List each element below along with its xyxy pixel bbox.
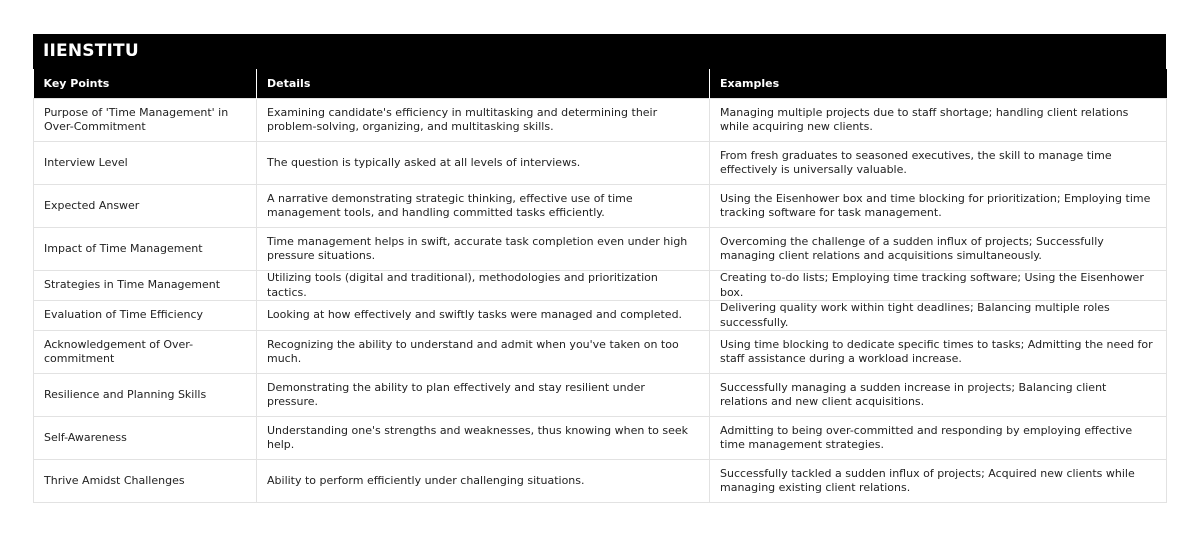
table-row: [34, 417, 1167, 460]
table-row: [34, 142, 1167, 185]
cell-examples: Delivering quality work within tight deadlines; Balancing multiple roles successfully.: [710, 301, 1167, 331]
cell-examples: Admitting to being over-committed and responding by employing effective time management strategies.: [710, 417, 1167, 460]
cell-details: Time management helps in swift, accurate task completion even under high pressure situations.: [257, 228, 710, 271]
cell-details: The question is typically asked at all levels of interviews.: [257, 142, 710, 185]
cell-details: Demonstrating the ability to plan effectively and stay resilient under pressure.: [257, 374, 710, 417]
cell-examples: Using the Eisenhower box and time blocking for prioritization; Employing time tracking software for task management.: [710, 185, 1167, 228]
cell-details: Ability to perform efficiently under challenging situations.: [257, 460, 710, 503]
cell-examples: Overcoming the challenge of a sudden influx of projects; Successfully managing client relations and acquisitions simultaneously.: [710, 228, 1167, 271]
table-header-row: [34, 69, 1167, 99]
cell-details: A narrative demonstrating strategic thinking, effective use of time management tools, and handling committed tasks efficiently.: [257, 185, 710, 228]
cell-examples: Using time blocking to dedicate specific times to tasks; Admitting the need for staff assistance during a workload increase.: [710, 331, 1167, 374]
cell-examples: Managing multiple projects due to staff shortage; handling client relations while acquiring new clients.: [710, 99, 1167, 142]
cell-examples: Creating to-do lists; Employing time tracking software; Using the Eisenhower box.: [710, 271, 1167, 301]
cell-details: Understanding one's strengths and weaknesses, thus knowing when to seek help.: [257, 417, 710, 460]
cell-key-point: Acknowledgement of Over-commitment: [34, 331, 257, 374]
key-points-table: [33, 69, 1167, 503]
cell-key-point: Strategies in Time Management: [34, 271, 257, 301]
cell-key-point: Self-Awareness: [34, 417, 257, 460]
table-row: [34, 331, 1167, 374]
cell-key-point: Interview Level: [34, 142, 257, 185]
cell-key-point: Resilience and Planning Skills: [34, 374, 257, 417]
cell-details: Utilizing tools (digital and traditional), methodologies and prioritization tactics.: [257, 271, 710, 301]
cell-examples: Successfully managing a sudden increase in projects; Balancing client relations and new client acquisitions.: [710, 374, 1167, 417]
cell-details: Examining candidate's efficiency in multitasking and determining their problem-solving, organizing, and multitasking skills.: [257, 99, 710, 142]
table-row: [34, 271, 1167, 301]
cell-key-point: Impact of Time Management: [34, 228, 257, 271]
cell-details: Recognizing the ability to understand and admit when you've taken on too much.: [257, 331, 710, 374]
cell-examples: Successfully tackled a sudden influx of projects; Acquired new clients while managing existing client relations.: [710, 460, 1167, 503]
cell-examples: From fresh graduates to seasoned executives, the skill to manage time effectively is universally valuable.: [710, 142, 1167, 185]
table-row: [34, 374, 1167, 417]
header-key-points: Key Points: [34, 69, 257, 99]
table-row: [34, 185, 1167, 228]
table-row: [34, 460, 1167, 503]
table-row: [34, 301, 1167, 331]
cell-key-point: Evaluation of Time Efficiency: [34, 301, 257, 331]
cell-details: Looking at how effectively and swiftly tasks were managed and completed.: [257, 301, 710, 331]
header-details: Details: [257, 69, 710, 99]
table-row: [34, 99, 1167, 142]
cell-key-point: Expected Answer: [34, 185, 257, 228]
content-table-container: [33, 34, 1166, 503]
cell-key-point: Thrive Amidst Challenges: [34, 460, 257, 503]
table-row: [34, 228, 1167, 271]
brand-title: IIENSTITU: [33, 34, 1166, 69]
cell-key-point: Purpose of 'Time Management' in Over-Commitment: [34, 99, 257, 142]
header-examples: Examples: [710, 69, 1167, 99]
